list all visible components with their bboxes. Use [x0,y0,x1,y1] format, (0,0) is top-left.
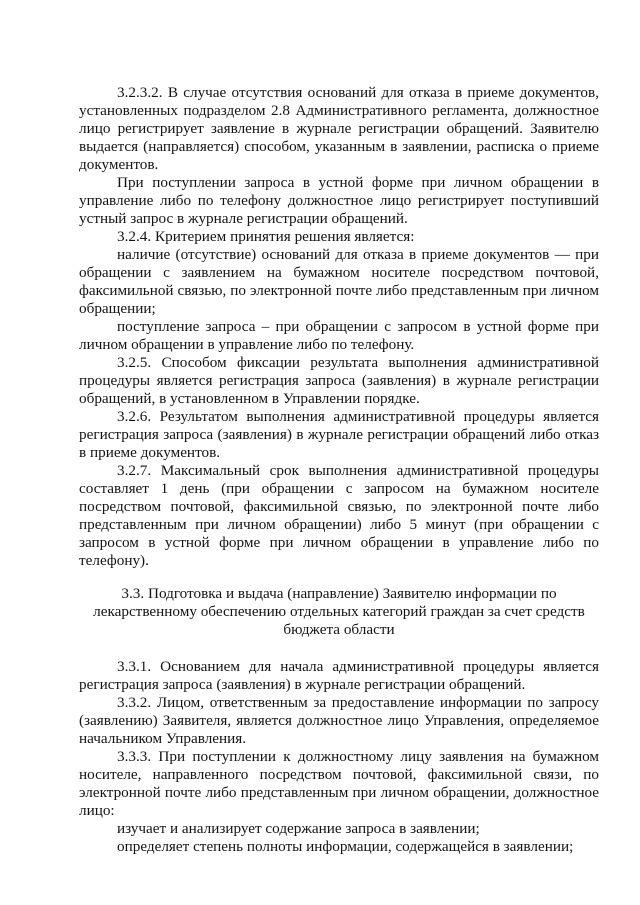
document-body [79,84,599,856]
paragraph-3-3-2: 3.3.2. Лицом, ответственным за предоставление информации по запросу (заявлению) Заявителя, является должностное лицо Управления, определяемое начальником Управления. [79,694,599,747]
paragraph-3-2-7: 3.2.7. Максимальный срок выполнения административной процедуры составляет 1 день (при обращении с запросом на бумажном носителе посредством почтовой, факсимильной связью, по электронной почте либо представленным при личном обращении) либо 5 минут (при обращении с запросом в устной форме при личном обращении в управление либо по телефону). [79,462,599,569]
paragraph-3-3-3: 3.3.3. При поступлении к должностному лицу заявления на бумажном носителе, направленного посредством почтовой, факсимильной связи, по электронной почте либо представленным при личном обращении, должностное лицо: [79,748,599,819]
paragraph-3-3-1: 3.3.1. Основанием для начала административной процедуры является регистрация запроса (заявления) в журнале регистрации обращений. [79,658,599,693]
paragraph-3-2-5: 3.2.5. Способом фиксации результата выполнения административной процедуры является регистрация запроса (заявления) в журнале регистрации обращений, в установленном в Управлении порядке. [79,354,599,407]
paragraph-3-2-6: 3.2.6. Результатом выполнения административной процедуры является регистрация запроса (заявления) в журнале регистрации обращений либо отказ в приеме документов. [79,408,599,461]
paragraph-action-completeness: определяет степень полноты информации, содержащейся в заявлении; [117,838,574,855]
paragraph-criterion-refusal: наличие (отсутствие) оснований для отказа в приеме документов — при обращении с заявлением на бумажном носителе посредством почтовой, факсимильной связью, по электронной почте либо представленным при личном обращении; [79,246,599,317]
paragraph-3-2-4: 3.2.4. Критерием принятия решения является: [117,228,415,245]
paragraph-action-analyze: изучает и анализирует содержание запроса в заявлении; [117,820,480,837]
paragraph-3-2-3-2: 3.2.3.2. В случае отсутствия оснований для отказа в приеме документов, установленных подразделом 2.8 Административного регламента, должностное лицо регистрирует заявление в журнале регистрации обращений. Заявителю выдается (направляется) способом, указанным в заявлении, расписка о приеме документов. [79,84,599,173]
section-heading-line: бюджета области [283,621,395,638]
paragraph-oral-request: При поступлении запроса в устной форме при личном обращении в управление либо по телефону должностное лицо регистрирует поступивший устный запрос в журнале регистрации обращений. [79,174,599,227]
section-heading-line: 3.3. Подготовка и выдача (направление) Заявителю информации по [121,585,557,602]
section-heading-3-3 [79,585,599,639]
section-heading-line: лекарственному обеспечению отдельных категорий граждан за счет средств [93,603,585,620]
paragraph-criterion-request: поступление запроса – при обращении с запросом в устной форме при личном обращении в управление либо по телефону. [79,318,599,353]
